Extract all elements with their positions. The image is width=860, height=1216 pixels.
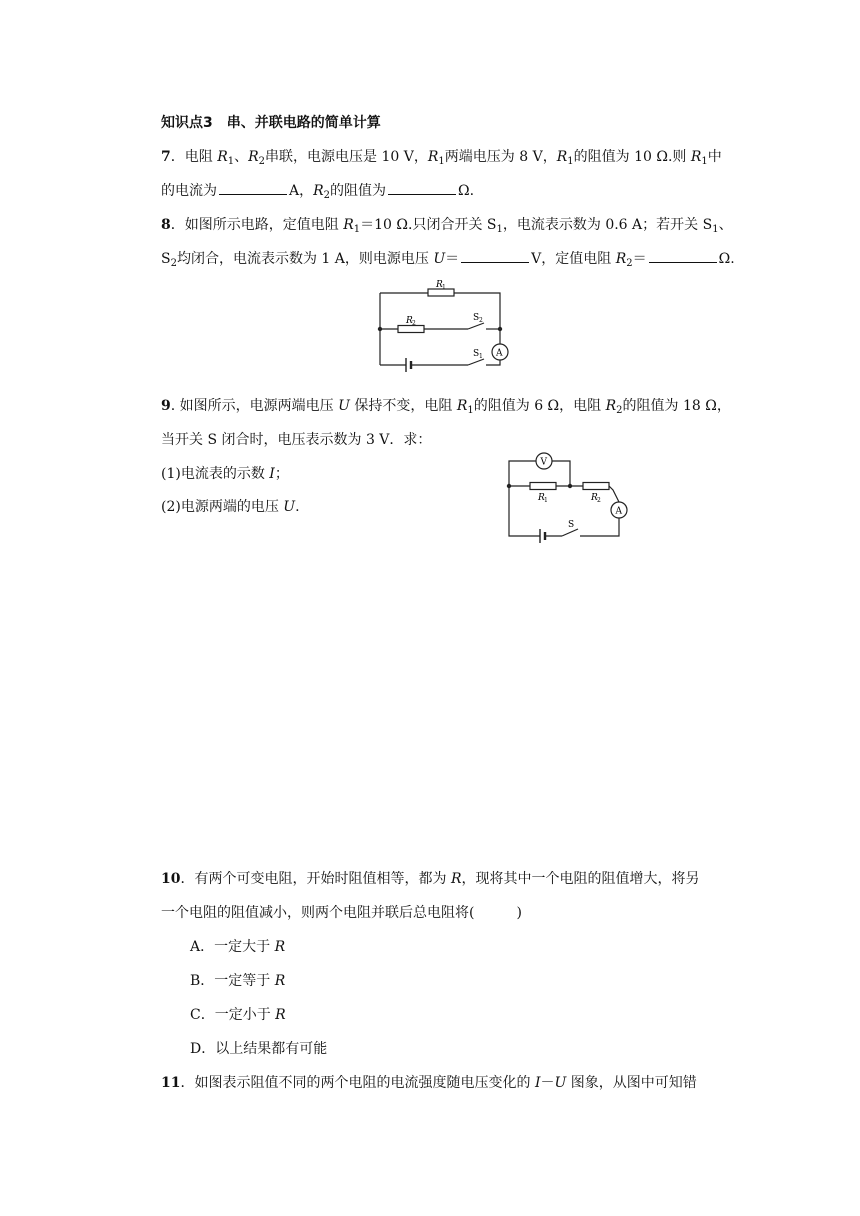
q9-text: 的阻值为 18 Ω，: [622, 398, 731, 414]
subscript: 1: [353, 224, 361, 235]
option-label: B．一定等于: [190, 973, 275, 989]
subscript: 1: [712, 224, 719, 235]
q9-text: (1)电流表的示数: [161, 466, 270, 482]
q8-text: ＝10 Ω.只闭合开关 S: [360, 217, 497, 233]
var-u: U: [554, 1075, 567, 1091]
var-r: R: [450, 871, 462, 887]
q7-text: 的阻值为: [330, 183, 387, 199]
q9-circuit-diagram: [500, 450, 635, 542]
resistor-r2: [583, 483, 609, 490]
var-r: R: [605, 398, 617, 414]
resistor-r1: [428, 289, 454, 296]
q10-line-2: 一个电阻的阻值减小，则两个电阻并联后总电阻将( ): [161, 905, 522, 921]
q7-line-2: [161, 180, 474, 200]
option-c[interactable]: [190, 1004, 286, 1024]
q9-text: ；: [274, 466, 289, 482]
q9-part-1: [161, 463, 289, 483]
q11-text: －: [540, 1075, 555, 1091]
q11-number: 11: [161, 1075, 181, 1091]
subscript: 2: [258, 156, 266, 167]
wire: [486, 360, 500, 365]
q9-text: (2)电源两端的电压: [161, 499, 284, 515]
q11-line-1: [161, 1072, 697, 1092]
answer-blank[interactable]: [461, 250, 529, 263]
r1-label: R: [538, 493, 545, 503]
q11-text: ．如图表示阻值不同的两个电阻的电流强度随电压变化的: [180, 1075, 535, 1091]
q7-text: ．电阻: [170, 149, 218, 165]
var-r: R: [274, 973, 286, 989]
q7-text: 的电流为: [161, 183, 217, 199]
var-r: R: [556, 149, 568, 165]
var-r: R: [217, 149, 228, 165]
q9-line-2: 当开关 S 闭合时，电压表示数为 3 V．求：: [161, 432, 432, 448]
r1-sub: 1: [544, 497, 548, 504]
q8-text: ．如图所示电路，定值电阻: [170, 217, 344, 233]
s2-sub: 2: [479, 317, 483, 324]
q10-number: 10: [161, 871, 181, 887]
subscript: 1: [701, 156, 708, 167]
ammeter-label: A: [615, 506, 622, 517]
q7-number: 7: [161, 149, 171, 165]
var-r: R: [275, 1007, 286, 1023]
q9-line-1: [161, 395, 731, 415]
switch-s: [562, 529, 578, 536]
voltmeter-label: V: [540, 457, 547, 468]
q9-text: .: [295, 499, 300, 515]
resistor-r1: [530, 483, 556, 490]
q10-text: ，现将其中一个电阻的阻值增大，将另: [461, 871, 700, 887]
var-u: U: [433, 251, 446, 267]
var-i: I: [534, 1075, 541, 1091]
switch-label: S: [568, 520, 575, 530]
answer-blank[interactable]: [649, 250, 717, 263]
var-r: R: [343, 217, 354, 233]
q8-circuit-diagram: [370, 276, 520, 374]
r2-sub: 2: [597, 497, 601, 504]
q8-text: ＝: [445, 251, 460, 267]
option-label: A．一定大于: [190, 939, 275, 955]
subscript: 2: [323, 190, 331, 201]
var-u: U: [283, 499, 296, 515]
junction-dot: [568, 484, 572, 488]
q7-text: 、: [234, 149, 249, 165]
subscript: 1: [438, 156, 445, 167]
q8-text: S: [161, 251, 171, 267]
option-label: D．以上结果都有可能: [190, 1041, 328, 1057]
junction-dot: [498, 327, 502, 331]
r2-label: R: [406, 316, 413, 326]
r2-label: R: [591, 493, 598, 503]
wire: [580, 518, 619, 536]
var-u: U: [338, 398, 350, 414]
q9-number: 9: [161, 398, 171, 414]
option-b[interactable]: [190, 970, 285, 990]
subscript: 2: [616, 405, 623, 416]
subscript: 1: [496, 224, 503, 235]
var-r: R: [427, 149, 439, 165]
r1-sub: 1: [442, 284, 446, 291]
answer-blank[interactable]: [388, 182, 456, 195]
option-label: C．一定小于: [190, 1007, 276, 1023]
var-r: R: [615, 251, 627, 267]
q8-text: 、: [718, 217, 733, 233]
subscript: 1: [467, 405, 474, 416]
r1-label: R: [436, 280, 443, 290]
var-r: R: [690, 149, 702, 165]
q9-text: 的阻值为 6 Ω，电阻: [473, 398, 606, 414]
q10-text: ．有两个可变电阻，开始时阻值相等，都为: [180, 871, 451, 887]
q7-text: 的阻值为 10 Ω.则: [573, 149, 691, 165]
q8-number: 8: [161, 217, 171, 233]
junction-dot: [507, 484, 511, 488]
q8-text: ，电流表示数为 0.6 A；若开关 S: [502, 217, 713, 233]
q7-text: 串联，电源电压是 10 V，: [265, 149, 428, 165]
s2-label: S: [473, 313, 480, 323]
subscript: 2: [626, 258, 633, 269]
option-d[interactable]: [190, 1038, 327, 1058]
r2-sub: 2: [412, 320, 416, 327]
var-i: I: [269, 466, 275, 482]
answer-blank[interactable]: [219, 182, 287, 195]
q8-text: 均闭合，电流表示数为 1 A，则电源电压: [176, 251, 434, 267]
q8-text: V，定值电阻: [531, 251, 616, 267]
subscript: 2: [170, 258, 177, 269]
q7-text: 中: [707, 149, 722, 165]
option-a[interactable]: [190, 936, 285, 956]
q8-text: Ω.: [718, 251, 735, 267]
q8-line-2: [161, 248, 735, 268]
subscript: 1: [227, 156, 235, 167]
q7-text: 两端电压为 8 V，: [444, 149, 557, 165]
q8-text: ＝: [632, 251, 647, 267]
junction-dot: [378, 327, 382, 331]
q11-text: 图象，从图中可知错: [566, 1075, 697, 1091]
var-r: R: [248, 149, 259, 165]
q7-line-1: [161, 146, 722, 166]
var-r: R: [313, 183, 324, 199]
wire: [609, 486, 619, 502]
q8-line-1: [161, 214, 733, 234]
wire: [454, 293, 500, 329]
q7-text: Ω.: [458, 183, 475, 199]
wire: [509, 486, 540, 536]
q9-text: . 如图所示，电源两端电压: [170, 398, 339, 414]
subscript: 1: [567, 156, 574, 167]
q7-text: A，: [289, 183, 314, 199]
var-r: R: [456, 398, 468, 414]
section-heading: 知识点3 串、并联电路的简单计算: [161, 115, 381, 131]
ammeter-label: A: [496, 348, 503, 359]
s1-sub: 1: [479, 353, 483, 360]
s1-label: S: [473, 349, 480, 359]
q9-part-2: [161, 496, 300, 516]
q9-text: 保持不变，电阻: [349, 398, 457, 414]
q10-line-1: [161, 868, 699, 888]
var-r: R: [274, 939, 286, 955]
resistor-r2: [398, 326, 424, 333]
